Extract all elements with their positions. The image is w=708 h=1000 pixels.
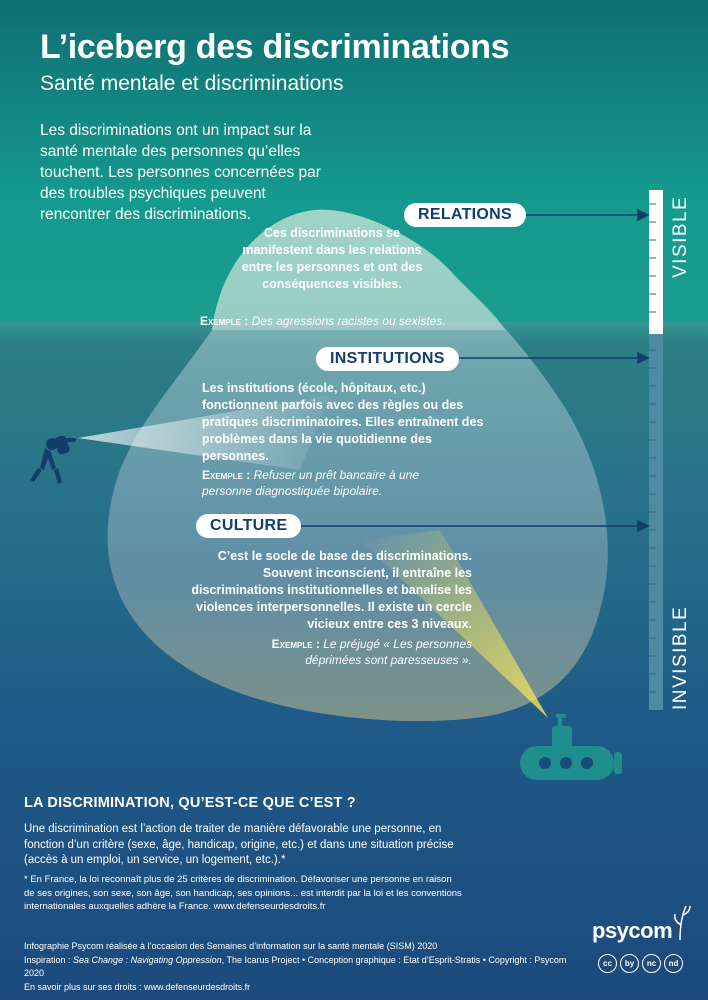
- definition-heading: LA DISCRIMINATION, QU’EST-CE QUE C’EST ?: [24, 795, 356, 811]
- example-label: Exemple :: [271, 637, 320, 651]
- relations-text: Ces discriminations se manifestent dans les relations entre les personnes et ont des conséquences visibles.: [241, 226, 423, 291]
- invisible-label: INVISIBLE: [670, 605, 691, 710]
- culture-label: CULTURE: [196, 514, 301, 538]
- credits-line-1: Infographie Psycom réalisée à l’occasion des Semaines d’information sur la santé mentale (SISM) 2020: [24, 941, 438, 951]
- by-icon: by: [620, 954, 639, 973]
- cc-icon: cc: [598, 954, 617, 973]
- example-text: Des agressions racistes ou sexistes.: [251, 314, 446, 328]
- example-text: Le préjugé « Les personnes déprimées sont paresseuses ».: [305, 637, 472, 667]
- culture-text: C’est le socle de base des discriminations. Souvent inconscient, il entraîne les discriminations institutionnelles et banalise les violences interpersonnelles. Il existe un cercle vicieux entre ces 3 niveaux.: [191, 549, 472, 631]
- credits-rest: , The Icarus Project • Conception graphique : Etat d’Esprit-Stratis • Copyright : Psycom 2020: [24, 954, 567, 978]
- credits-inspiration-title: Sea Change : Navigating Oppression: [73, 954, 222, 965]
- relations-example: [200, 313, 500, 329]
- scale-bar-invisible: [649, 334, 663, 710]
- credits-prefix: Inspiration :: [24, 954, 74, 965]
- definition-note: * En France, la loi reconnaît plus de 25 critères de discrimination. Défavoriser une personne en raison de ses origines, son sexe, son âge, son handicap, ses opinions... est interdit par la loi et les conventions internationales auxquelles adhère la France. www.defenseurdesdroits.fr: [24, 874, 462, 912]
- institutions-example: [202, 467, 452, 499]
- nc-icon: nc: [642, 954, 661, 973]
- credits-line-3: En savoir plus sur ses droits : www.defenseurdesdroits.fr: [24, 981, 251, 992]
- submarine-icon: [520, 714, 622, 780]
- page-subtitle: Santé mentale et discriminations: [40, 72, 344, 95]
- relations-label: RELATIONS: [404, 203, 526, 227]
- diver-icon: [30, 434, 76, 484]
- credits-line-2: [24, 954, 584, 981]
- credits: [24, 940, 584, 994]
- intro-text: Les discriminations ont un impact sur la santé mentale des personnes qu’elles touchent. Les personnes concernées par des troubles psychiques peuvent rencontrer des discriminations.: [40, 122, 321, 223]
- institutions-label: INSTITUTIONS: [316, 347, 459, 371]
- page-title: L’iceberg des discriminations: [40, 28, 510, 66]
- psycom-logo: psycom: [592, 918, 673, 943]
- definition-text: Une discrimination est l’action de traiter de manière défavorable une personne, en fonction d’un critère (sexe, âge, handicap, origine, etc.) et dans une situation précise (accès à un emploi, un service, un logement, etc.).*: [24, 823, 454, 866]
- example-text: Refuser un prêt bancaire à une personne diagnostiquée bipolaire.: [202, 468, 420, 498]
- institutions-text: Les institutions (école, hôpitaux, etc.) fonctionnent parfois avec des règles ou des pratiques discriminatoires. Elles entraînent des problèmes dans la vie quotidienne des personnes.: [202, 381, 484, 463]
- example-label: Exemple :: [202, 468, 251, 482]
- nd-icon: nd: [664, 954, 683, 973]
- psycom-plant-icon: [675, 906, 690, 940]
- example-label: Exemple :: [200, 314, 249, 328]
- culture-example: [236, 636, 472, 668]
- visible-label: VISIBLE: [670, 195, 691, 278]
